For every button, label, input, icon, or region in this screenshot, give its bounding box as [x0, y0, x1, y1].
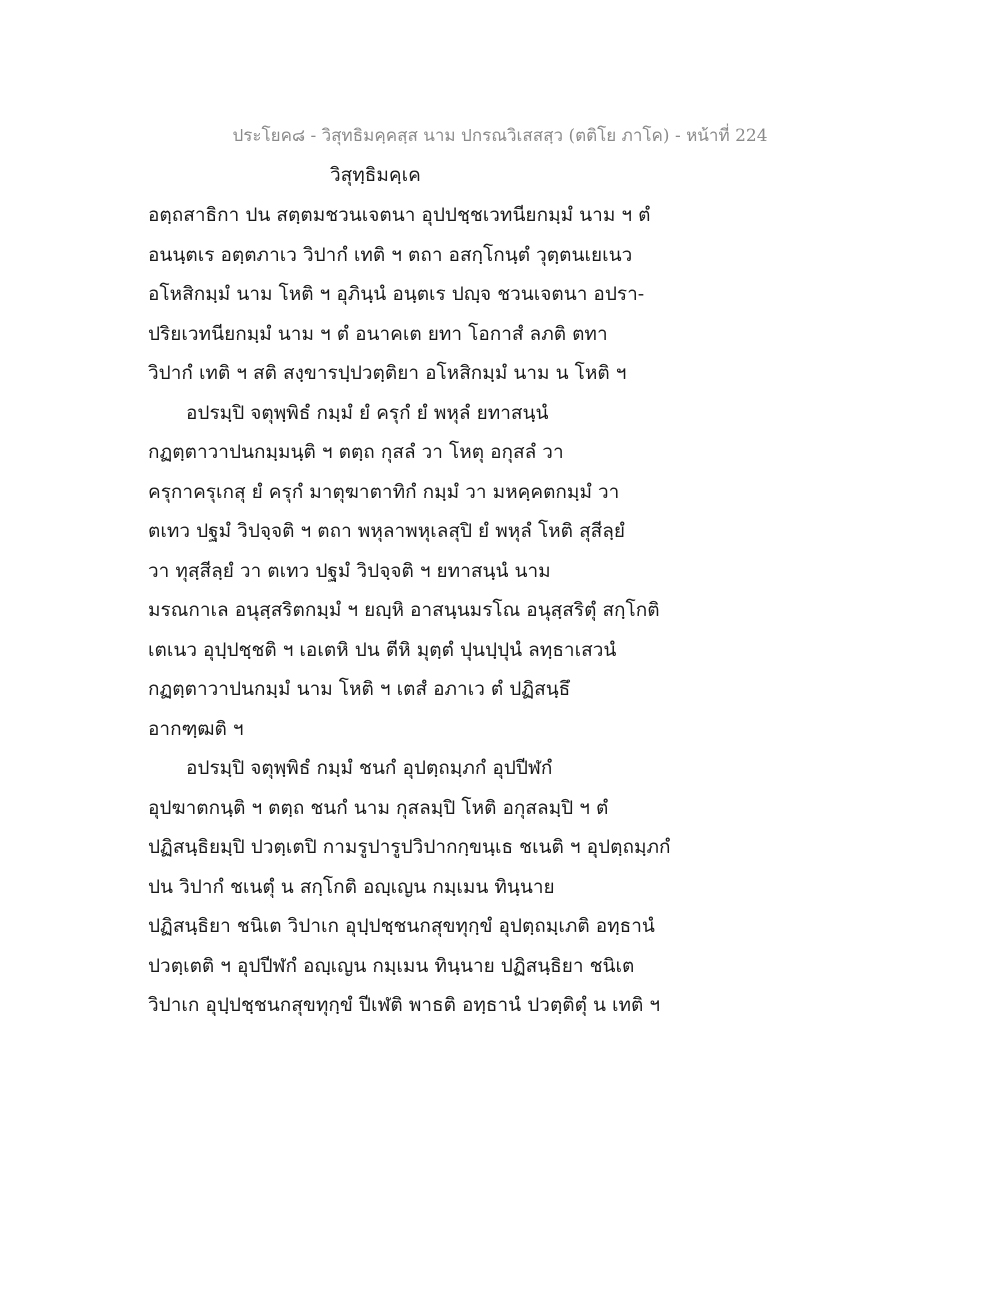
text-line: ครุกาครุเกสุ ยํ ครุกํ มาตุฆาตาทิกํ กมฺมํ วา มหคฺคตกมฺมํ วา [148, 480, 620, 503]
text-line: อากฑฺฒติ ฯ [148, 717, 244, 740]
text-line: กฏตฺตาวาปนกมฺมนฺติ ฯ ตตฺถ กุสลํ วา โหตุ อกุสลํ วา [148, 441, 564, 463]
text-line: อตฺถสาธิกา ปน สตฺตมชวนเจตนา อุปปชฺชเวทนียกมฺมํ นาม ฯ ตํ [148, 204, 651, 226]
text-line: ปฏิสนฺธิยมฺปิ ปวตฺเตปิ กามรูปารูปวิปากกฺขนฺเธ ชเนติ ฯ อุปตฺถมฺภกํ [148, 836, 671, 858]
text-line: วิปาเก อุปฺปชฺชนกสุขทุกฺขํ ปีเฬติ พาธติ อทฺธานํ ปวตฺติตุํ น เทติ ฯ [148, 994, 661, 1016]
body-text [148, 196, 708, 1026]
text-line: ตเทว ปฐมํ วิปจฺจติ ฯ ตถา พหุลาพหุเลสุปิ ยํ พหุลํ โหติ สุสีลฺยํ [148, 520, 626, 542]
paragraph-start-line: อปรมฺปิ จตุพฺพิธํ กมฺมํ ยํ ครุกํ ยํ พหุลํ ยทาสนฺนํ [186, 401, 549, 424]
text-line: วิปากํ เทติ ฯ สติ สงฺขารปฺปวตฺติยา อโหสิกมฺมํ นาม น โหติ ฯ [148, 362, 627, 384]
text-line: อโหสิกมฺมํ นาม โหติ ฯ อุภินฺนํ อนฺตเร ปญฺจ ชวนเจตนา อปรา- [148, 283, 645, 305]
text-line: วา ทุสฺสีลฺยํ วา ตเทว ปฐมํ วิปจฺจติ ฯ ยทาสนฺนํ นาม [148, 559, 551, 582]
text-line: ปวตฺเตติ ฯ อุปปีฬกํ อญฺเญน กมฺเมน ทินฺนาย ปฏิสนฺธิยา ชนิเต [148, 954, 635, 977]
text-line: ปริยเวทนียกมฺมํ นาม ฯ ตํ อนาคเต ยทา โอกาสํ ลภติ ตทา [148, 322, 608, 345]
text-line: ปฏิสนฺธิยา ชนิเต วิปาเก อุปฺปชฺชนกสุขทุกฺขํ อุปตฺถมฺเภติ อทฺธานํ [148, 915, 655, 937]
text-line: อุปฆาตกนฺติ ฯ ตตฺถ ชนกํ นาม กุสลมฺปิ โหติ อกุสลมฺปิ ฯ ตํ [148, 796, 609, 819]
text-line: เตเนว อุปฺปชฺชติ ฯ เอเตหิ ปน ตีหิ มุตฺตํ ปุนปฺปุนํ ลทฺธาเสวนํ [148, 638, 617, 661]
text-line: อนนฺตเร อตฺตภาเว วิปากํ เทติ ฯ ตถา อสกฺโกนฺตํ วุตฺตนเยเนว [148, 243, 633, 266]
text-line: ปน วิปากํ ชเนตุํ น สกฺโกติ อญฺเญน กมฺเมน ทินฺนาย [148, 875, 555, 898]
paragraph-start-line: อปรมฺปิ จตุพฺพิธํ กมฺมํ ชนกํ อุปตฺถมฺภกํ อุปปีฬกํ [186, 757, 553, 779]
book-title: วิสุทฺธิมคฺเค [330, 164, 421, 186]
text-line: มรณกาเล อนุสฺสริตกมฺมํ ฯ ยญฺหิ อาสนฺนมรโณ อนุสฺสริตุํ สกฺโกติ [148, 599, 660, 621]
text-line: กฏตฺตาวาปนกมฺมํ นาม โหติ ฯ เตสํ อภาเว ตํ ปฏิสนฺธึ [148, 678, 571, 700]
running-header: ประโยค๘ - วิสุทธิมคฺคสฺส นาม ปกรณวิเสสสฺว (ตติโย ภาโค) - หน้าที่ 224 [232, 126, 768, 146]
